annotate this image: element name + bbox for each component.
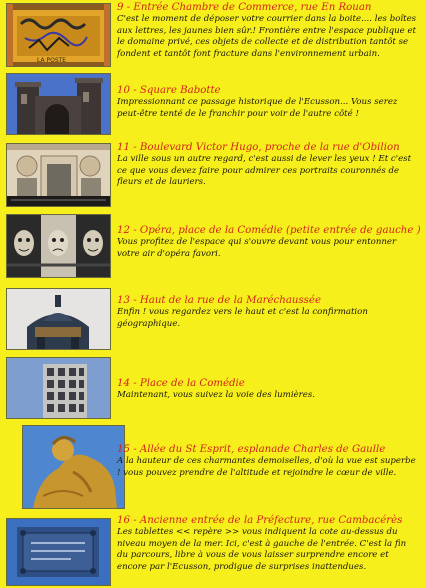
entry-body: Enfin ! vous regardez vers le haut et c'est la confirmation géographique. bbox=[117, 307, 368, 329]
entry-title: 16 - Ancienne entrée de la Préfecture, rue Cambacérès bbox=[117, 515, 403, 526]
entry-title: 11 - Boulevard Victor Hugo, proche de la rue d'Obilion bbox=[117, 142, 400, 153]
photo-mailbox bbox=[6, 3, 111, 67]
entry-body: Vous profitez de l'espace qui s'ouvre devant vous pour entonner votre air d'opéra favori. bbox=[117, 237, 397, 259]
photo-statue-demoiselles bbox=[22, 425, 125, 509]
photo-facade-portraits bbox=[6, 143, 111, 207]
photo-square-babotte bbox=[6, 73, 111, 135]
mailbox-label: LA POSTE bbox=[37, 57, 67, 64]
entry-body: Impressionnant ce passage historique de l'Ecusson... Vous serez peut-être tenté de le franchir pour voir de l'autre côté ! bbox=[117, 97, 398, 119]
entry-title: 9 - Entrée Chambre de Commerce, rue En Rouan bbox=[117, 2, 372, 13]
entry-title: 12 - Opéra, place de la Comédie (petite entrée de gauche ) bbox=[117, 225, 421, 236]
photo-comedie-tower bbox=[6, 357, 111, 419]
photo-opera-masks bbox=[6, 214, 111, 278]
entry-body: La ville sous un autre regard, c'est aussi de lever les yeux ! Et c'est ce que vous devez faire pour admirer ces portraits couronnés de fleurs et de lauriers. bbox=[117, 154, 412, 188]
entry-body: C'est le moment de déposer votre courrier dans la boite.... les boîtes aux lettres, les jaunes bien sûr.! Frontière entre l'espace publique et le domaine privé, ces objets de collecte et de distribution tantôt se fondent et tantôt font fracture dans l'environnement urbain. bbox=[117, 14, 417, 59]
entry-title: 10 - Square Babotte bbox=[117, 85, 221, 96]
entry-title: 14 - Place de la Comédie bbox=[117, 378, 245, 389]
entry-body: Les tablettes << repère >> vous indiquent la cote au-dessus du niveau moyen de la mer. Ici, c'est à gauche de l'entrée. C'est la fin du parcours, libre à vous de vous laisser surprendre encore et encore par l'Ecusson, prodigue de surprises inattendues. bbox=[117, 527, 407, 572]
entry-title: 13 - Haut de la rue de la Maréchaussée bbox=[117, 295, 321, 306]
photo-marechaussee-dome bbox=[6, 288, 111, 350]
entry-body: Maintenant, vous suivez la voie des lumières. bbox=[117, 390, 315, 400]
entry-title: 15 - Allée du St Esprit, esplanade Charles de Gaulle bbox=[117, 444, 386, 455]
entry-body: A la hauteur de ces charmantes demoiselles, d'où la vue est superbe ! vous pouvez prendre de l'altitude et rejoindre le cœur de ville. bbox=[117, 456, 416, 478]
photo-prefecture-plaque bbox=[6, 518, 111, 586]
